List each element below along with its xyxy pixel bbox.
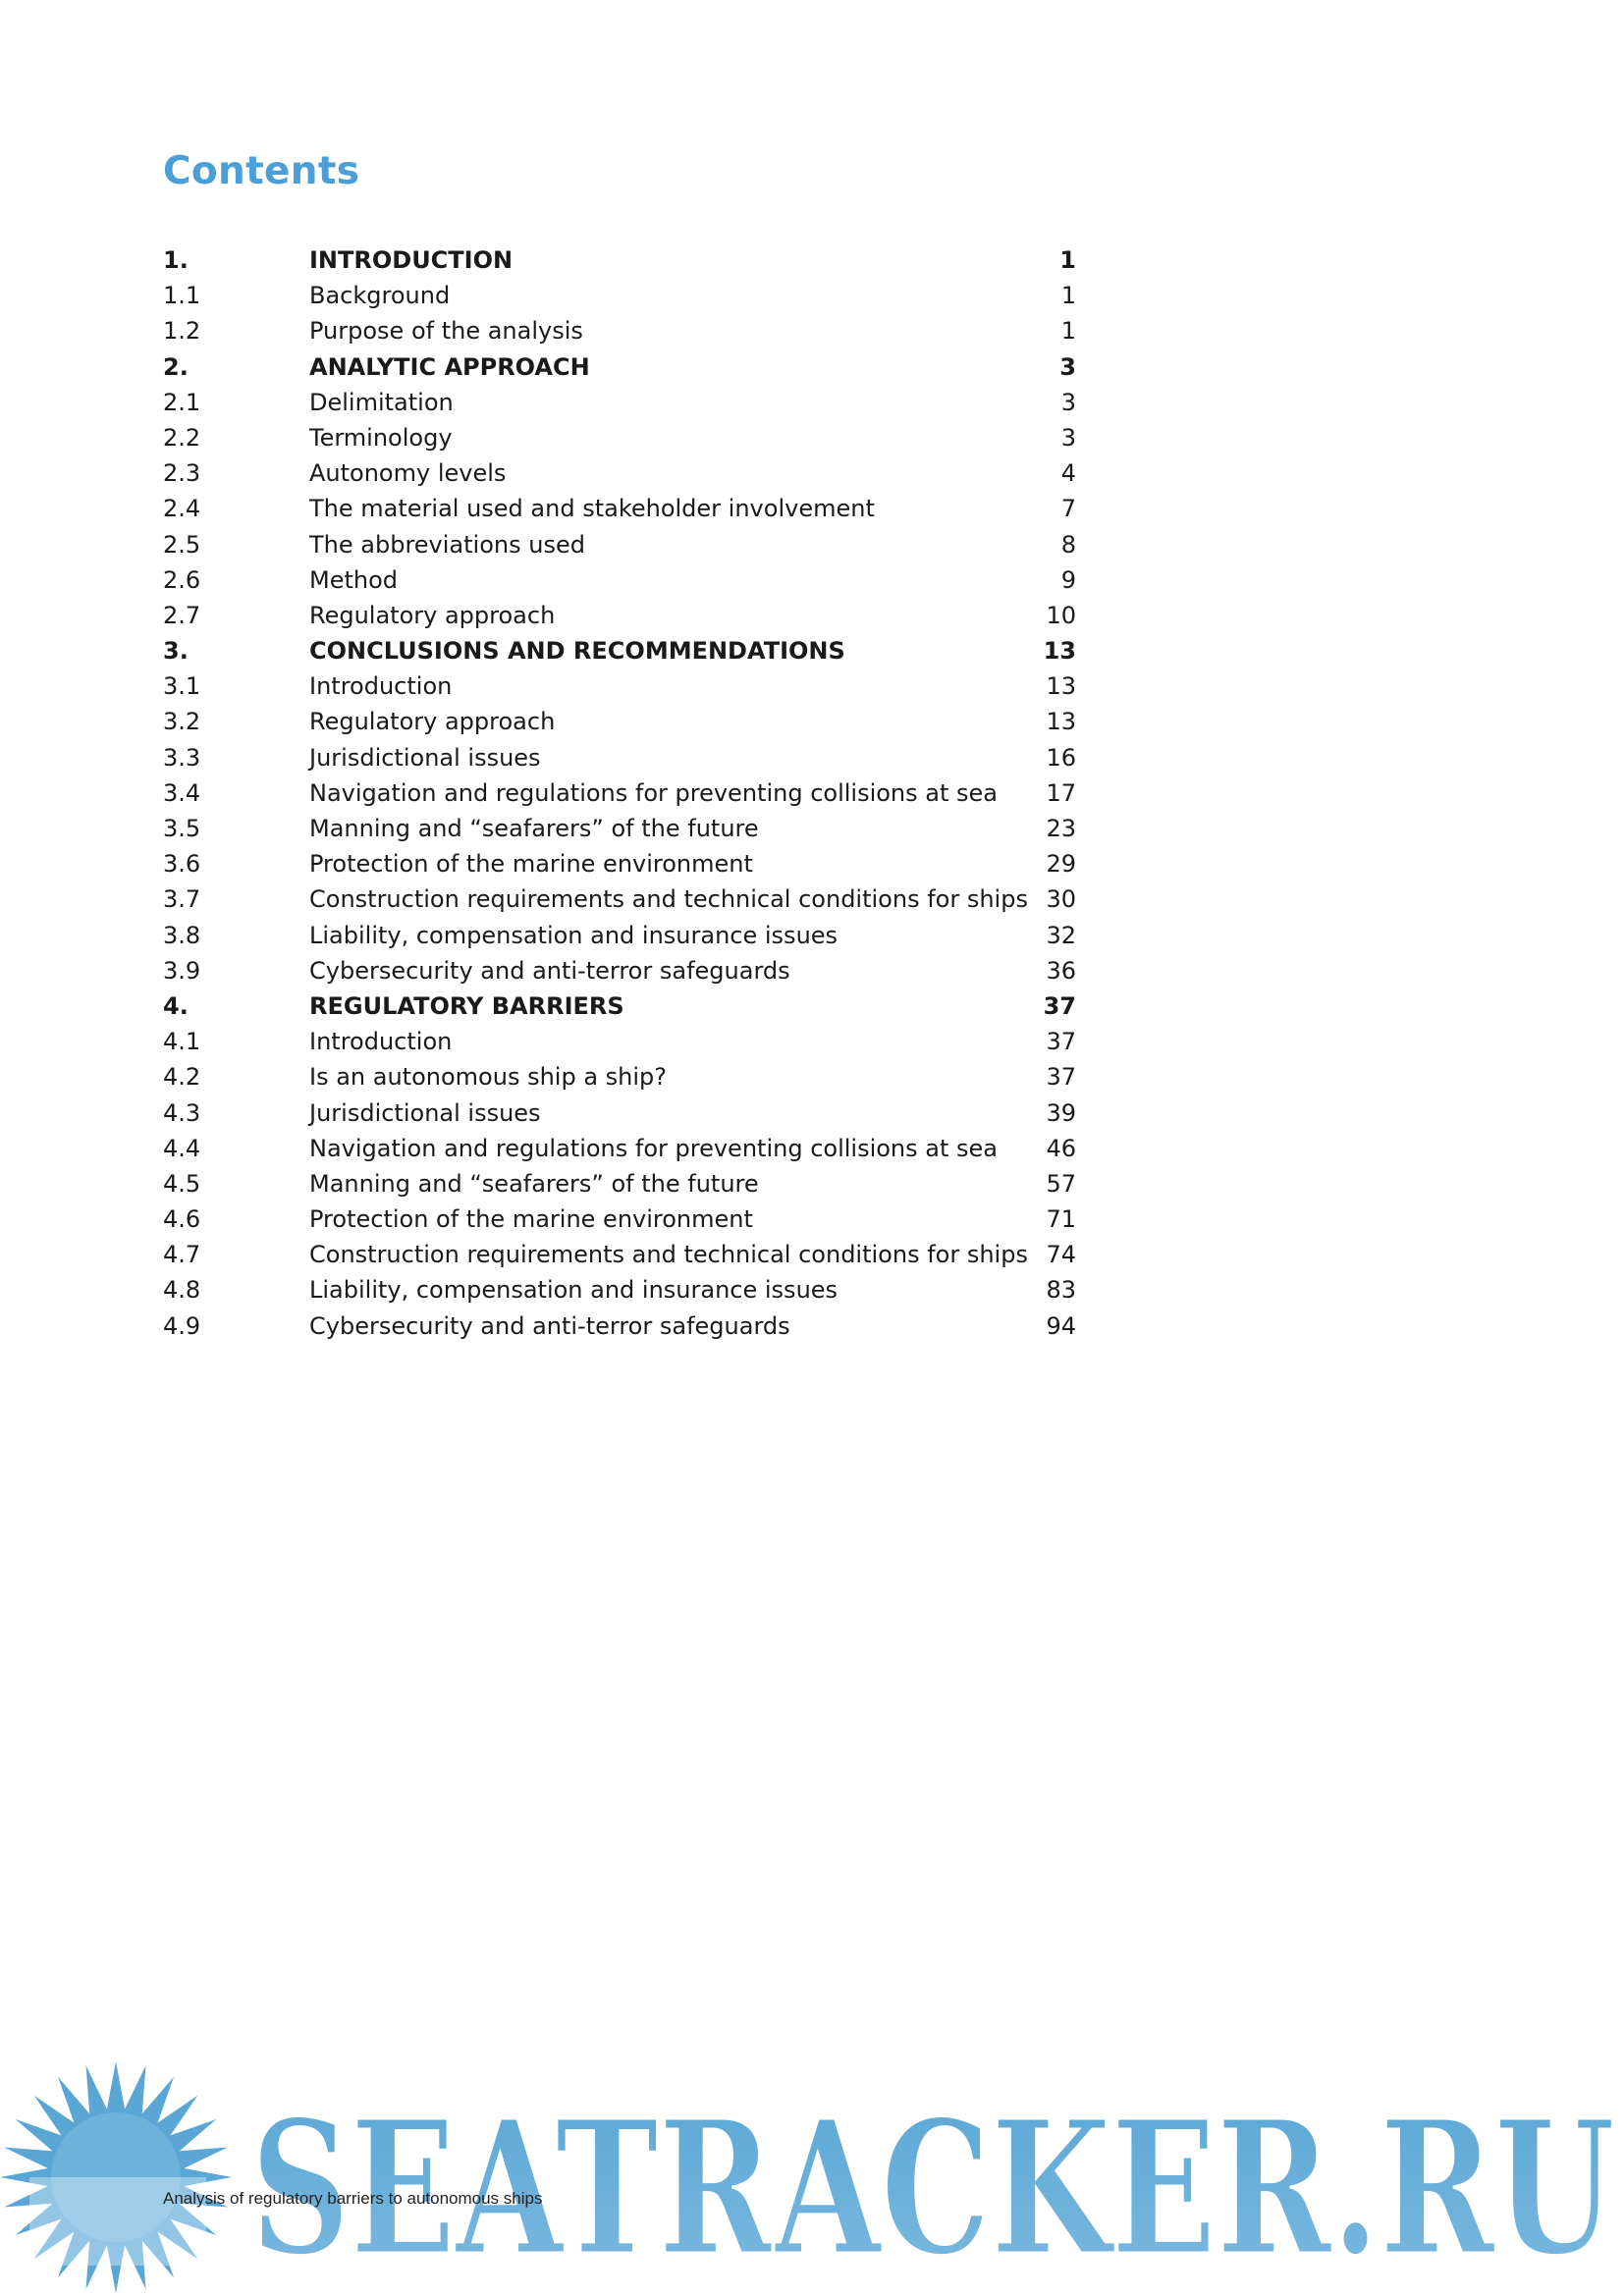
toc-section-row[interactable] — [163, 1237, 1076, 1272]
toc-label: Liability, compensation and insurance issues — [309, 1276, 839, 1305]
toc-section-row[interactable] — [163, 1201, 1076, 1237]
toc-section-row[interactable] — [163, 704, 1076, 739]
toc-page-number: 8 — [1060, 530, 1076, 559]
toc-section-row[interactable] — [163, 455, 1076, 491]
toc-page-number: 1 — [1059, 246, 1076, 274]
toc-label: Method — [309, 565, 399, 594]
toc-number: 3. — [163, 637, 189, 666]
toc-label: Cybersecurity and anti-terror safeguards — [309, 956, 790, 985]
toc-label: INTRODUCTION — [309, 246, 514, 274]
toc-section-row[interactable] — [163, 846, 1076, 881]
toc-label: Background — [309, 282, 451, 310]
toc-section-row[interactable] — [163, 953, 1076, 988]
toc-number: 2.5 — [163, 530, 201, 559]
toc-number: 2.7 — [163, 601, 201, 629]
toc-chapter-row[interactable] — [163, 349, 1076, 385]
toc-page-number: 37 — [1046, 1063, 1076, 1092]
toc-page-number: 13 — [1046, 708, 1076, 736]
toc-number: 2.6 — [163, 565, 201, 594]
toc-page-number: 83 — [1046, 1276, 1076, 1305]
toc-number: 4.3 — [163, 1098, 201, 1127]
toc-number: 4.9 — [163, 1311, 201, 1340]
toc-label: Construction requirements and technical conditions for ships — [309, 1241, 1028, 1269]
toc-number: 3.5 — [163, 815, 201, 842]
toc-number: 2.4 — [163, 495, 201, 523]
toc-page-number: 7 — [1060, 495, 1076, 523]
toc-label: Manning and “seafarers” of the future — [309, 1169, 759, 1198]
toc-section-row[interactable] — [163, 1272, 1076, 1308]
toc-label: Regulatory approach — [309, 708, 556, 736]
toc-label: The material used and stakeholder involvement — [309, 495, 875, 523]
toc-page-number: 94 — [1046, 1311, 1076, 1340]
toc-page-number: 3 — [1060, 388, 1076, 416]
toc-number: 4.6 — [163, 1205, 201, 1234]
toc-label: REGULATORY BARRIERS — [309, 991, 624, 1020]
footer-text: Analysis of regulatory barriers to autonomous ships — [163, 2189, 543, 2208]
toc-number: 3.2 — [163, 708, 201, 736]
toc-number: 2.2 — [163, 423, 201, 452]
toc-label: ANALYTIC APPROACH — [309, 352, 590, 381]
toc-number: 3.9 — [163, 956, 201, 985]
toc-page-number: 13 — [1043, 637, 1076, 666]
toc-label: Introduction — [309, 672, 453, 701]
toc-number: 3.7 — [163, 885, 201, 914]
toc-label: Manning and “seafarers” of the future — [309, 815, 759, 842]
toc-section-row[interactable] — [163, 527, 1076, 562]
toc-chapter-row[interactable] — [163, 633, 1076, 668]
toc-page-number: 4 — [1060, 459, 1076, 488]
toc-section-row[interactable] — [163, 278, 1076, 313]
toc-page-number: 30 — [1046, 885, 1076, 914]
toc-number: 2.3 — [163, 459, 201, 488]
toc-chapter-row[interactable] — [163, 988, 1076, 1024]
table-of-contents — [163, 242, 1076, 1344]
toc-section-row[interactable] — [163, 811, 1076, 846]
toc-number: 1. — [163, 246, 189, 274]
toc-page-number: 1 — [1060, 282, 1076, 310]
toc-page-number: 71 — [1046, 1205, 1076, 1234]
toc-number: 4.7 — [163, 1241, 201, 1269]
toc-label: Liability, compensation and insurance issues — [309, 921, 839, 949]
toc-label: Jurisdictional issues — [309, 743, 541, 772]
page-title: Contents — [163, 149, 360, 193]
toc-section-row[interactable] — [163, 1024, 1076, 1059]
toc-section-row[interactable] — [163, 1166, 1076, 1201]
watermark — [0, 2052, 1624, 2296]
toc-section-row[interactable] — [163, 775, 1076, 811]
toc-number: 3.1 — [163, 672, 201, 701]
toc-section-row[interactable] — [163, 313, 1076, 348]
toc-section-row[interactable] — [163, 740, 1076, 775]
toc-label: Regulatory approach — [309, 601, 556, 629]
toc-page-number: 57 — [1046, 1169, 1076, 1198]
sun-logo-icon — [0, 2061, 232, 2293]
toc-section-row[interactable] — [163, 1308, 1076, 1344]
toc-page-number: 37 — [1043, 991, 1076, 1020]
toc-section-row[interactable] — [163, 420, 1076, 455]
toc-section-row[interactable] — [163, 918, 1076, 953]
toc-section-row[interactable] — [163, 562, 1076, 598]
toc-number: 4.2 — [163, 1063, 201, 1092]
toc-page-number: 36 — [1046, 956, 1076, 985]
toc-page-number: 3 — [1059, 352, 1076, 381]
toc-page-number: 74 — [1046, 1241, 1076, 1269]
toc-section-row[interactable] — [163, 1095, 1076, 1131]
toc-number: 3.8 — [163, 921, 201, 949]
toc-label: Purpose of the analysis — [309, 317, 583, 346]
toc-label: Construction requirements and technical conditions for ships — [309, 885, 1028, 914]
toc-number: 4.4 — [163, 1134, 201, 1162]
toc-number: 3.3 — [163, 743, 201, 772]
toc-page-number: 29 — [1046, 850, 1076, 879]
toc-number: 3.6 — [163, 850, 201, 879]
toc-page-number: 1 — [1060, 317, 1076, 346]
toc-number: 1.1 — [163, 282, 201, 310]
toc-section-row[interactable] — [163, 668, 1076, 704]
toc-page-number: 13 — [1046, 672, 1076, 701]
toc-label: CONCLUSIONS AND RECOMMENDATIONS — [309, 637, 845, 666]
toc-label: Jurisdictional issues — [309, 1098, 541, 1127]
toc-section-row[interactable] — [163, 881, 1076, 917]
toc-page-number: 37 — [1046, 1028, 1076, 1056]
toc-section-row[interactable] — [163, 1131, 1076, 1166]
toc-label: Is an autonomous ship a ship? — [309, 1063, 668, 1092]
toc-label: Cybersecurity and anti-terror safeguards — [309, 1311, 790, 1340]
toc-page-number: 3 — [1060, 423, 1076, 452]
toc-label: Delimitation — [309, 388, 454, 416]
toc-label: Protection of the marine environment — [309, 1205, 753, 1234]
toc-number: 3.4 — [163, 778, 201, 807]
toc-label: Navigation and regulations for preventing collisions at sea — [309, 1134, 998, 1162]
toc-number: 4.1 — [163, 1028, 201, 1056]
toc-chapter-row[interactable] — [163, 242, 1076, 278]
toc-number: 4.5 — [163, 1169, 201, 1198]
toc-page-number: 16 — [1046, 743, 1076, 772]
toc-section-row[interactable] — [163, 385, 1076, 420]
toc-number: 1.2 — [163, 317, 201, 346]
toc-page-number: 9 — [1060, 565, 1076, 594]
toc-label: Navigation and regulations for preventing collisions at sea — [309, 778, 998, 807]
toc-label: Introduction — [309, 1028, 453, 1056]
toc-page-number: 39 — [1046, 1098, 1076, 1127]
toc-label: Protection of the marine environment — [309, 850, 753, 879]
watermark-text: SEATRACKER.RU — [250, 2080, 1615, 2296]
toc-page-number: 46 — [1046, 1134, 1076, 1162]
toc-page-number: 23 — [1046, 815, 1076, 842]
toc-label: The abbreviations used — [309, 530, 585, 559]
toc-label: Terminology — [309, 423, 453, 452]
toc-number: 2.1 — [163, 388, 201, 416]
toc-number: 2. — [163, 352, 189, 381]
toc-page-number: 17 — [1046, 778, 1076, 807]
toc-page-number: 32 — [1046, 921, 1076, 949]
toc-label: Autonomy levels — [309, 459, 507, 488]
toc-number: 4. — [163, 991, 189, 1020]
toc-section-row[interactable] — [163, 491, 1076, 526]
toc-number: 4.8 — [163, 1276, 201, 1305]
toc-page-number: 10 — [1046, 601, 1076, 629]
toc-section-row[interactable] — [163, 598, 1076, 633]
toc-section-row[interactable] — [163, 1059, 1076, 1095]
